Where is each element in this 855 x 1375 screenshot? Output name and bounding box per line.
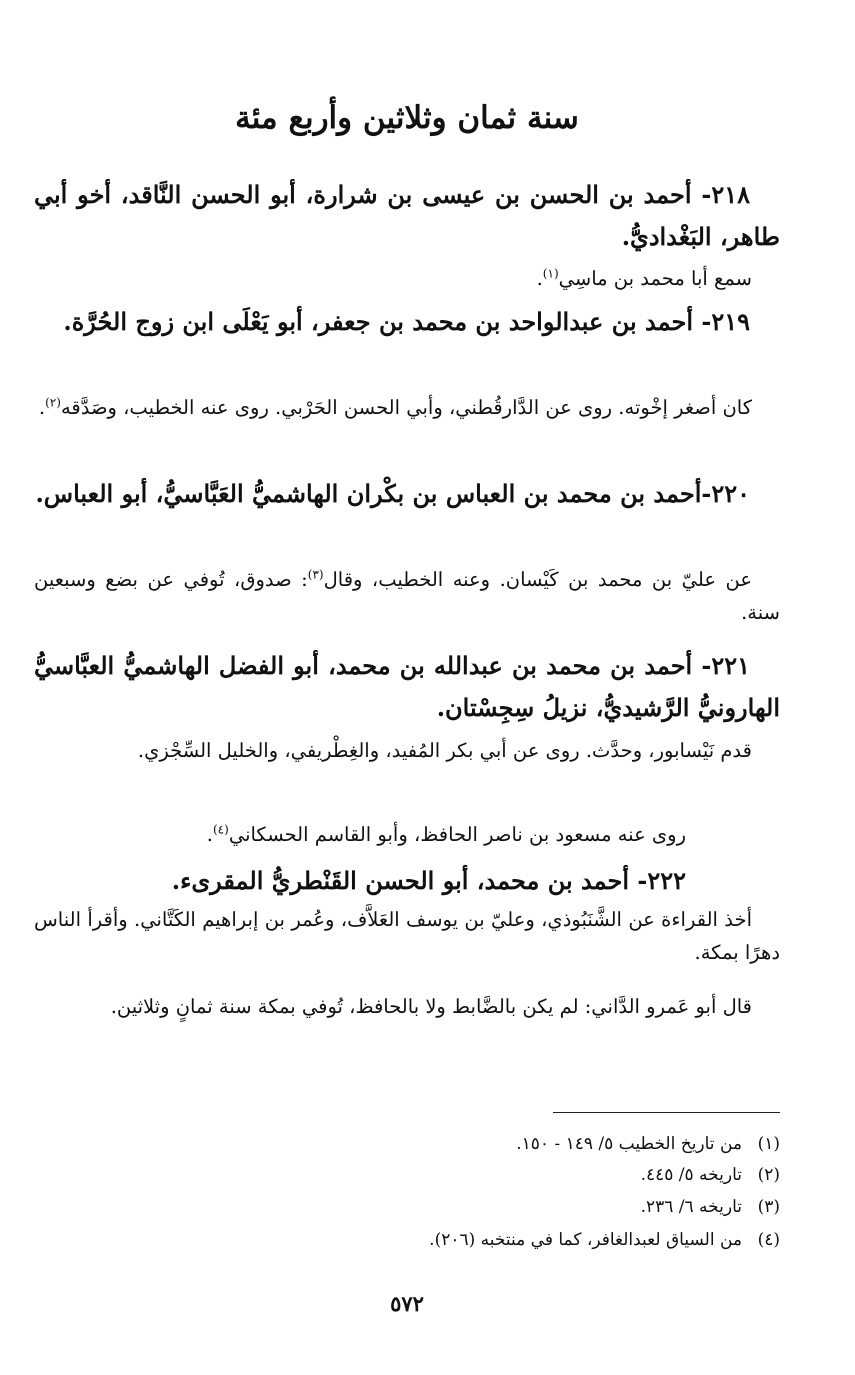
footnote-4 [34, 1226, 780, 1254]
footnote-2 [34, 1161, 780, 1189]
footnote-divider [553, 1112, 780, 1113]
entry-221-body [34, 734, 780, 767]
entry-221-body-2 [34, 818, 780, 851]
book-page [34, 0, 780, 1375]
paragraph-text: كان أصغر إخْوته. روى عن الدَّارقُطني، وأبي الحسن الحَرْبي. روى عنه الخطيب، وصَدَّقه [60, 396, 752, 419]
footnote-1 [34, 1130, 780, 1158]
entry-paragraph [34, 990, 780, 1023]
footnote-ref: (٤) [212, 822, 229, 837]
entry-heading: ٢٢٢- أحمد بن محمد، أبو الحسن القَنْطريُّ المقرىء. [171, 866, 686, 895]
entry-paragraph [34, 262, 780, 295]
entry-222-body [34, 903, 780, 969]
footnote-number: (٣) [757, 1197, 780, 1217]
footnote-number: (١) [757, 1134, 780, 1154]
footnote-number: (٤) [757, 1230, 780, 1250]
entry-222-body-2 [34, 990, 780, 1023]
entry-220 [34, 473, 780, 515]
entry-heading: ٢١٩- أحمد بن عبدالواحد بن محمد بن جعفر، أبو يَعْلَى ابن زوج الحُرَّة. [63, 307, 750, 336]
entry-paragraph [34, 903, 780, 969]
paragraph-tail: . [536, 267, 543, 290]
footnote-text: تاريخه ٥/ ٤٤٥. [640, 1165, 742, 1185]
entry-heading: ٢١٨- أحمد بن الحسن بن عيسى بن شرارة، أبو الحسن النَّاقد، أخو أبي طاهر، البَغْداديُّ. [34, 180, 780, 251]
paragraph-text: قدم نَيْسابور، وحدَّث. روى عن أبي بكر المُفيد، والغِطْريفي، والخليل السِّجْزي. [137, 739, 752, 762]
footnote-ref: (٣) [307, 567, 324, 582]
paragraph-text: أخذ القراءة عن الشَّنَبُوذي، وعليّ بن يوسف العَلاَّف، وعُمر بن إبراهيم الكَتَّاني. وأقرأ الناس دهرًا بمكة. [34, 908, 780, 964]
entry-paragraph [34, 391, 780, 424]
paragraph-text: سمع أبا محمد بن ماسِي [558, 267, 752, 290]
entry-218-body [34, 262, 780, 295]
footnote-ref: (١) [542, 266, 559, 281]
entry-220-body [34, 563, 780, 629]
page-number: ٥٧٢ [390, 1291, 424, 1316]
entry-heading: ٢٢٠-أحمد بن محمد بن العباس بن بكْران الهاشميُّ العَبَّاسيُّ، أبو العباس. [35, 479, 750, 508]
paragraph-tail: : صدوق، تُوفي عن بضع وسبعين سنة. [34, 568, 780, 624]
footnote-text: تاريخه ٦/ ٢٣٦. [640, 1197, 742, 1217]
entry-paragraph [34, 818, 780, 851]
paragraph-text: روى عنه مسعود بن ناصر الحافظ، وأبو القاسم الحسكاني [228, 823, 686, 846]
entry-218 [34, 174, 780, 258]
entry-paragraph [34, 734, 780, 767]
page-title: سنة ثمان وثلاثين وأربع مئة [235, 100, 579, 136]
entry-221 [34, 645, 780, 729]
entry-219-body [34, 391, 780, 424]
paragraph-tail: . [206, 823, 213, 846]
paragraph-text: قال أبو عَمرو الدَّاني: لم يكن بالضَّابط ولا بالحافظ، تُوفي بمكة سنة ثمانٍ وثلاثين. [110, 995, 752, 1018]
entry-heading: ٢٢١- أحمد بن محمد بن عبدالله بن محمد، أبو الفضل الهاشميُّ العبَّاسيُّ الهارونيُّ الرَّشيديُّ، نزيلُ سِجِسْتان. [34, 651, 780, 722]
entry-paragraph [34, 563, 780, 629]
footnote-number: (٢) [757, 1165, 780, 1185]
footnote-3 [34, 1193, 780, 1221]
footnote-text: من تاريخ الخطيب ٥/ ١٤٩ - ١٥٠. [516, 1134, 742, 1154]
entry-219 [34, 301, 780, 343]
entry-222 [34, 860, 780, 902]
footnote-ref: (٢) [45, 395, 61, 410]
paragraph-text: عن عليّ بن محمد بن كَيْسان. وعنه الخطيب، وقال [323, 568, 752, 591]
footnote-text: من السياق لعبدالغافر، كما في منتخبه (٢٠٦). [429, 1230, 742, 1250]
paragraph-tail: . [38, 396, 46, 419]
